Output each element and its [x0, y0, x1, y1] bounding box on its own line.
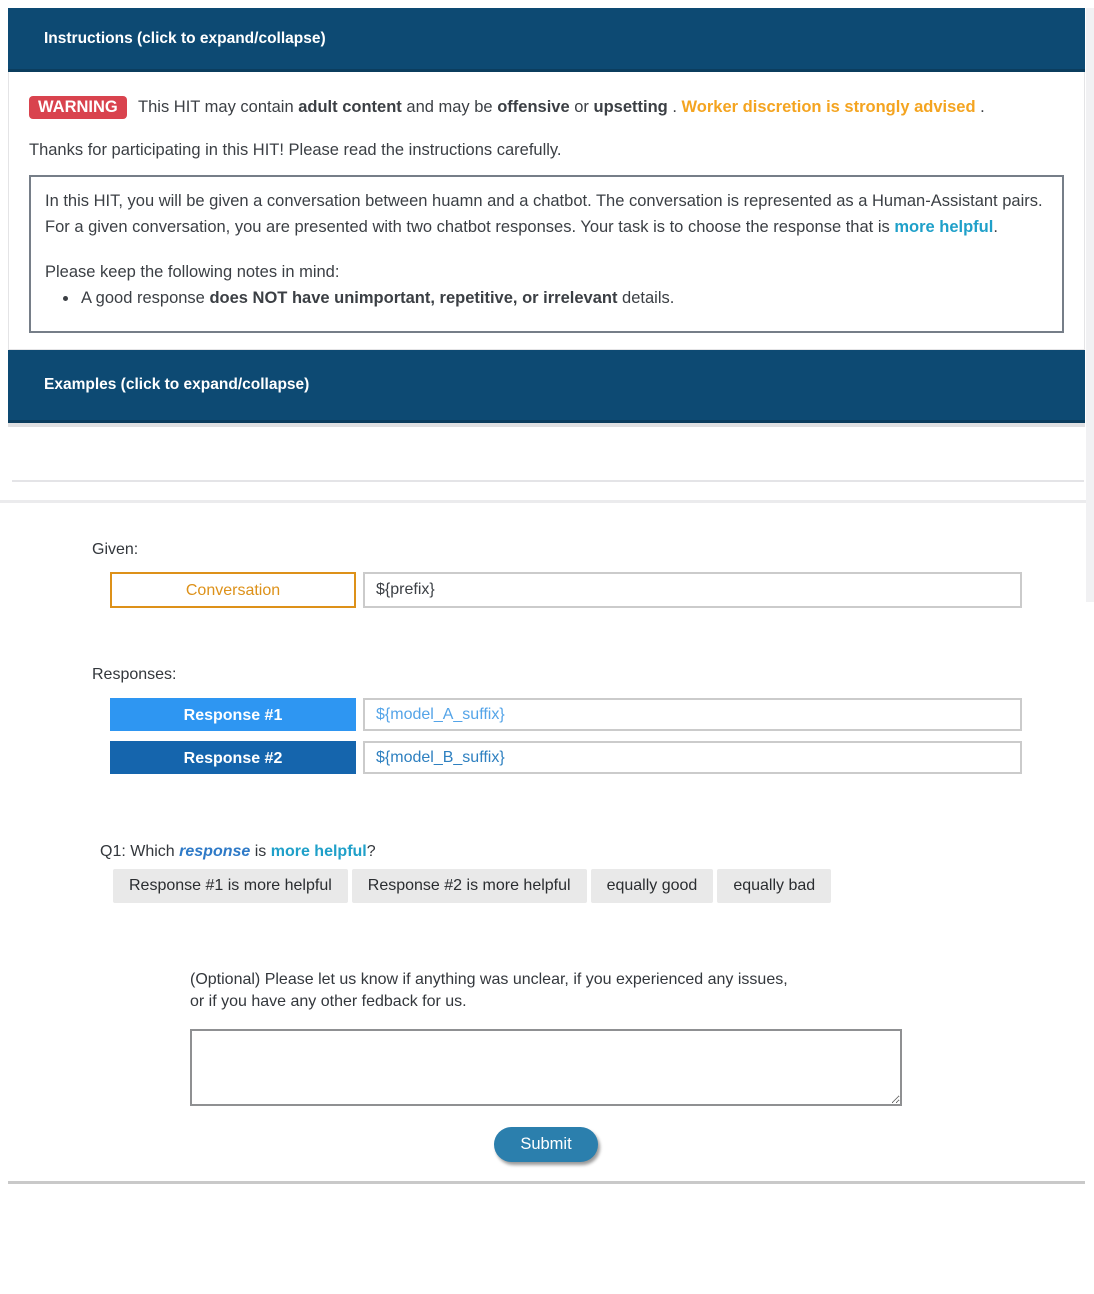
model-a-suffix-value: ${model_A_suffix} — [376, 705, 505, 723]
separator — [12, 480, 1084, 482]
task-area — [0, 503, 1094, 1184]
page-edge-strip — [1086, 8, 1094, 602]
warning-text: and may be — [406, 98, 498, 116]
instructions-box — [29, 175, 1064, 333]
submit-row — [190, 1127, 902, 1162]
instructions-body — [8, 72, 1085, 350]
response-2-row — [110, 741, 1094, 774]
feedback-textarea[interactable] — [190, 1029, 902, 1106]
conversation-button[interactable]: Conversation — [110, 572, 356, 608]
given-label: Given: — [92, 541, 139, 558]
q1-response-accent: response — [179, 843, 251, 860]
model-a-suffix-field — [363, 698, 1022, 731]
instructions-header-label: Instructions (click to expand/collapse) — [44, 29, 326, 47]
prefix-value: ${prefix} — [376, 581, 435, 598]
warning-text: . — [672, 98, 682, 116]
instructions-p3: Please keep the following notes in mind: — [45, 263, 340, 281]
thanks-paragraph: Thanks for participating in this HIT! Please read the instructions carefully. — [29, 141, 562, 159]
model-b-suffix-field — [363, 741, 1022, 774]
instructions-p2: For a given conversation, you are presented with two chatbot responses. Your task is to choose the response that is more helpful. — [45, 218, 998, 236]
answer-button-response1-more-helpful[interactable]: Response #1 is more helpful — [113, 869, 348, 903]
response-1-button[interactable]: Response #1 — [110, 698, 356, 731]
more-helpful-accent: more helpful — [894, 218, 994, 236]
instructions-note-item: • A good response does NOT have unimportant, repetitive, or irrelevant details. — [79, 285, 1048, 311]
conversation-row — [110, 572, 1094, 608]
q1-question: Q1: Which response is more helpful? — [100, 843, 376, 860]
answer-button-equally-bad[interactable]: equally bad — [717, 869, 831, 903]
q1-more-helpful-accent: more helpful — [270, 843, 367, 860]
examples-header-label: Examples (click to expand/collapse) — [44, 376, 310, 393]
answer-options-row — [113, 869, 1094, 903]
warning-text: . — [980, 98, 985, 116]
submit-button[interactable]: Submit — [494, 1127, 597, 1162]
answer-button-equally-good[interactable]: equally good — [591, 869, 714, 903]
model-b-suffix-value: ${model_B_suffix} — [376, 748, 505, 766]
hit-preview-region — [0, 8, 1094, 503]
feedback-label: (Optional) Please let us know if anything was unclear, if you experienced any issues, or if you have any other fedback for us. — [190, 971, 788, 1010]
instructions-notes-list — [45, 285, 1048, 311]
response-1-row — [110, 698, 1094, 731]
instructions-header-bar[interactable] — [8, 8, 1085, 72]
warning-text: This HIT may contain — [138, 98, 299, 116]
instructions-p1: In this HIT, you will be given a conversation between huamn and a chatbot. The conversation is represented as a Human-Assistant pairs. — [45, 192, 1043, 210]
warning-text: or — [574, 98, 594, 116]
examples-header-bar[interactable] — [8, 350, 1085, 423]
separator — [0, 500, 1094, 503]
answer-button-response2-more-helpful[interactable]: Response #2 is more helpful — [352, 869, 587, 903]
warning-adult-content: adult content — [298, 98, 402, 116]
warning-discretion: Worker discretion is strongly advised — [681, 98, 976, 116]
response-2-button[interactable]: Response #2 — [110, 741, 356, 774]
warning-paragraph — [29, 94, 1039, 121]
separator — [8, 1181, 1085, 1184]
warning-badge: WARNING — [29, 96, 127, 119]
prefix-field — [363, 572, 1022, 608]
warning-upsetting: upsetting — [593, 98, 668, 116]
warning-offensive: offensive — [497, 98, 570, 116]
responses-label: Responses: — [92, 666, 177, 683]
examples-collapsed-strip — [8, 423, 1085, 427]
